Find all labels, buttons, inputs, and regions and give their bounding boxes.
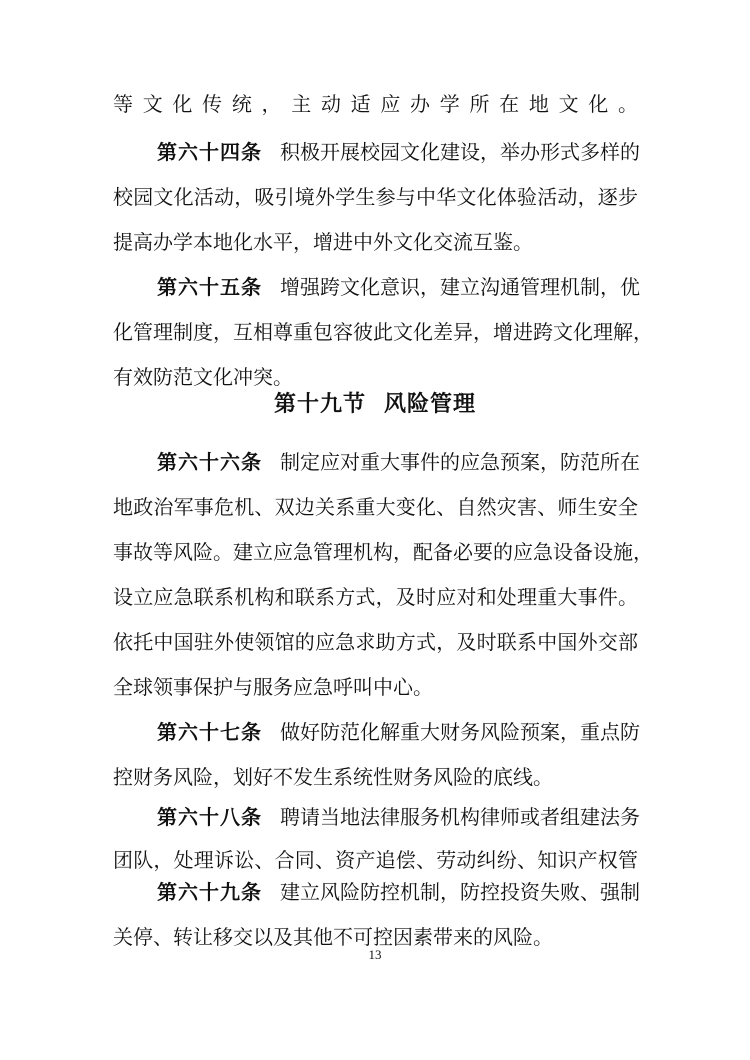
paragraph-line: 设立应急联系机构和联系方式，及时应对和处理重大事件。 bbox=[113, 585, 638, 609]
article-number: 第六十六条 bbox=[157, 450, 262, 474]
article-65-line bbox=[157, 267, 638, 307]
paragraph-line: 团队，处理诉讼、合同、资产追偿、劳动纠纷、知识产权管 bbox=[113, 848, 638, 872]
paragraph-line: 提高办学本地化水平，增进中外文化交流互鉴。 bbox=[113, 230, 533, 254]
section-title: 风险管理 bbox=[384, 392, 477, 417]
article-64-line bbox=[157, 132, 638, 172]
article-number: 第六十八条 bbox=[157, 805, 262, 829]
paragraph-line: 关停、转让移交以及其他不可控因素带来的风险。 bbox=[113, 925, 553, 949]
paragraph-line: 校园文化活动，吸引境外学生参与中华文化体验活动，逐步 bbox=[113, 185, 638, 209]
paragraph-line: 全球领事保护与服务应急呼叫中心。 bbox=[113, 675, 433, 699]
article-text: 建立风险防控机制，防控投资失败、强制 bbox=[280, 880, 640, 904]
paragraph-line: 控财务风险，划好不发生系统性财务风险的底线。 bbox=[113, 765, 553, 789]
paragraph-line: 地政治军事危机、双边关系重大变化、自然灾害、师生安全 bbox=[113, 495, 638, 519]
article-66-line bbox=[157, 442, 638, 482]
article-number: 第六十四条 bbox=[157, 140, 262, 164]
paragraph-line: 事故等风险。建立应急管理机构，配备必要的应急设备设施， bbox=[113, 540, 653, 564]
article-number: 第六十九条 bbox=[157, 880, 262, 904]
article-number: 第六十五条 bbox=[157, 275, 262, 299]
article-text: 积极开展校园文化建设，举办形式多样的 bbox=[280, 140, 640, 164]
article-text: 增强跨文化意识，建立沟通管理机制，优 bbox=[280, 275, 640, 299]
paragraph-line: 有效防范文化冲突。 bbox=[113, 365, 293, 389]
section-number: 第十九节 bbox=[273, 392, 366, 417]
article-67-line bbox=[157, 712, 638, 752]
article-text: 制定应对重大事件的应急预案，防范所在 bbox=[280, 450, 640, 474]
article-text: 做好防范化解重大财务风险预案，重点防 bbox=[280, 720, 640, 744]
article-68-line bbox=[157, 797, 638, 837]
paragraph-line: 依托中国驻外使领馆的应急求助方式，及时联系中国外交部 bbox=[113, 630, 638, 654]
page-number: 13 bbox=[368, 947, 382, 962]
article-number: 第六十七条 bbox=[157, 720, 262, 744]
article-text: 聘请当地法律服务机构律师或者组建法务 bbox=[280, 805, 640, 829]
section-heading bbox=[0, 383, 750, 427]
paragraph-line: 化管理制度，互相尊重包容彼此文化差异，增进跨文化理解， bbox=[113, 320, 653, 344]
paragraph-line: 等文化传统，主动适应办学所在地文化。 bbox=[113, 92, 638, 116]
